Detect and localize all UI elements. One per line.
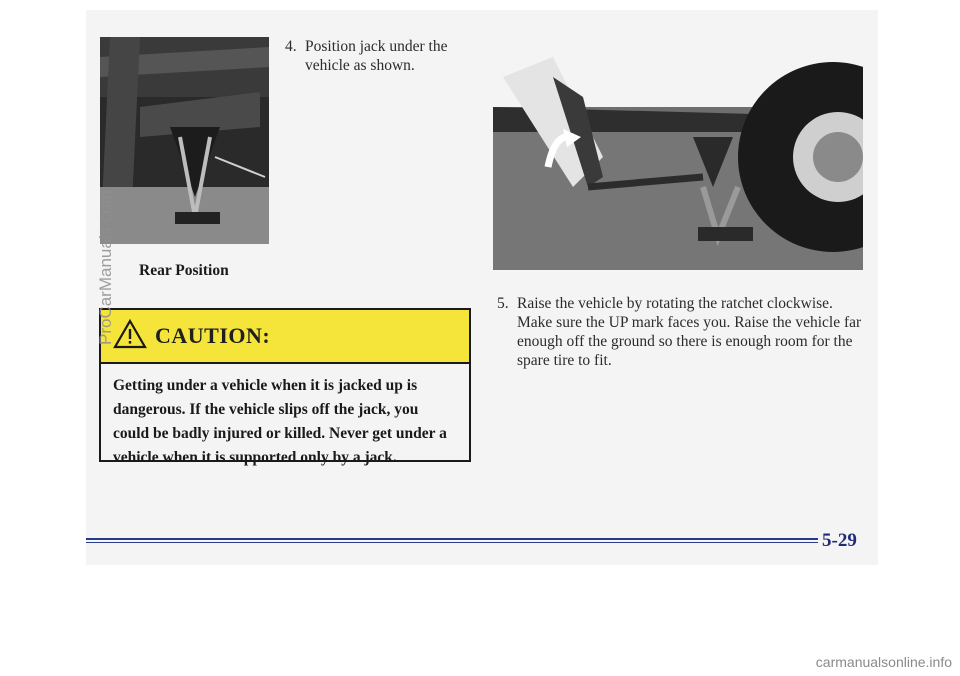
rear-jack-photo [100,37,269,244]
watermark: ProCarManuals.com [96,190,115,345]
photo-caption: Rear Position [139,262,229,279]
caution-box [99,308,471,466]
step-5 [497,294,867,370]
footer-rule-thin [86,542,818,543]
step-5-number: 5. [497,295,509,312]
step-4-number: 4. [285,38,297,55]
caution-text: Getting under a vehicle when it is jacked up is dangerous. If the vehicle slips off the jack, you could be badly injured or killed. Never get under a vehicle when it is supported only by a jack. [113,377,447,466]
footer-site: carmanualsonline.info [815,654,952,670]
warning-triangle-icon [113,319,147,354]
step-4-text: Position jack under the vehicle as shown. [305,38,448,74]
footer-rule [86,538,818,540]
caution-title: CAUTION: [155,323,271,348]
page-number: 5-29 [822,530,857,551]
step-4 [285,37,485,75]
caution-header [101,310,469,364]
ratchet-jack-photo [493,37,863,270]
step-5-text: Raise the vehicle by rotating the ratchet clockwise. Make sure the UP mark faces you. Raise the vehicle far enough off the ground so there is enough room for the spare tire to fit. [517,295,862,369]
